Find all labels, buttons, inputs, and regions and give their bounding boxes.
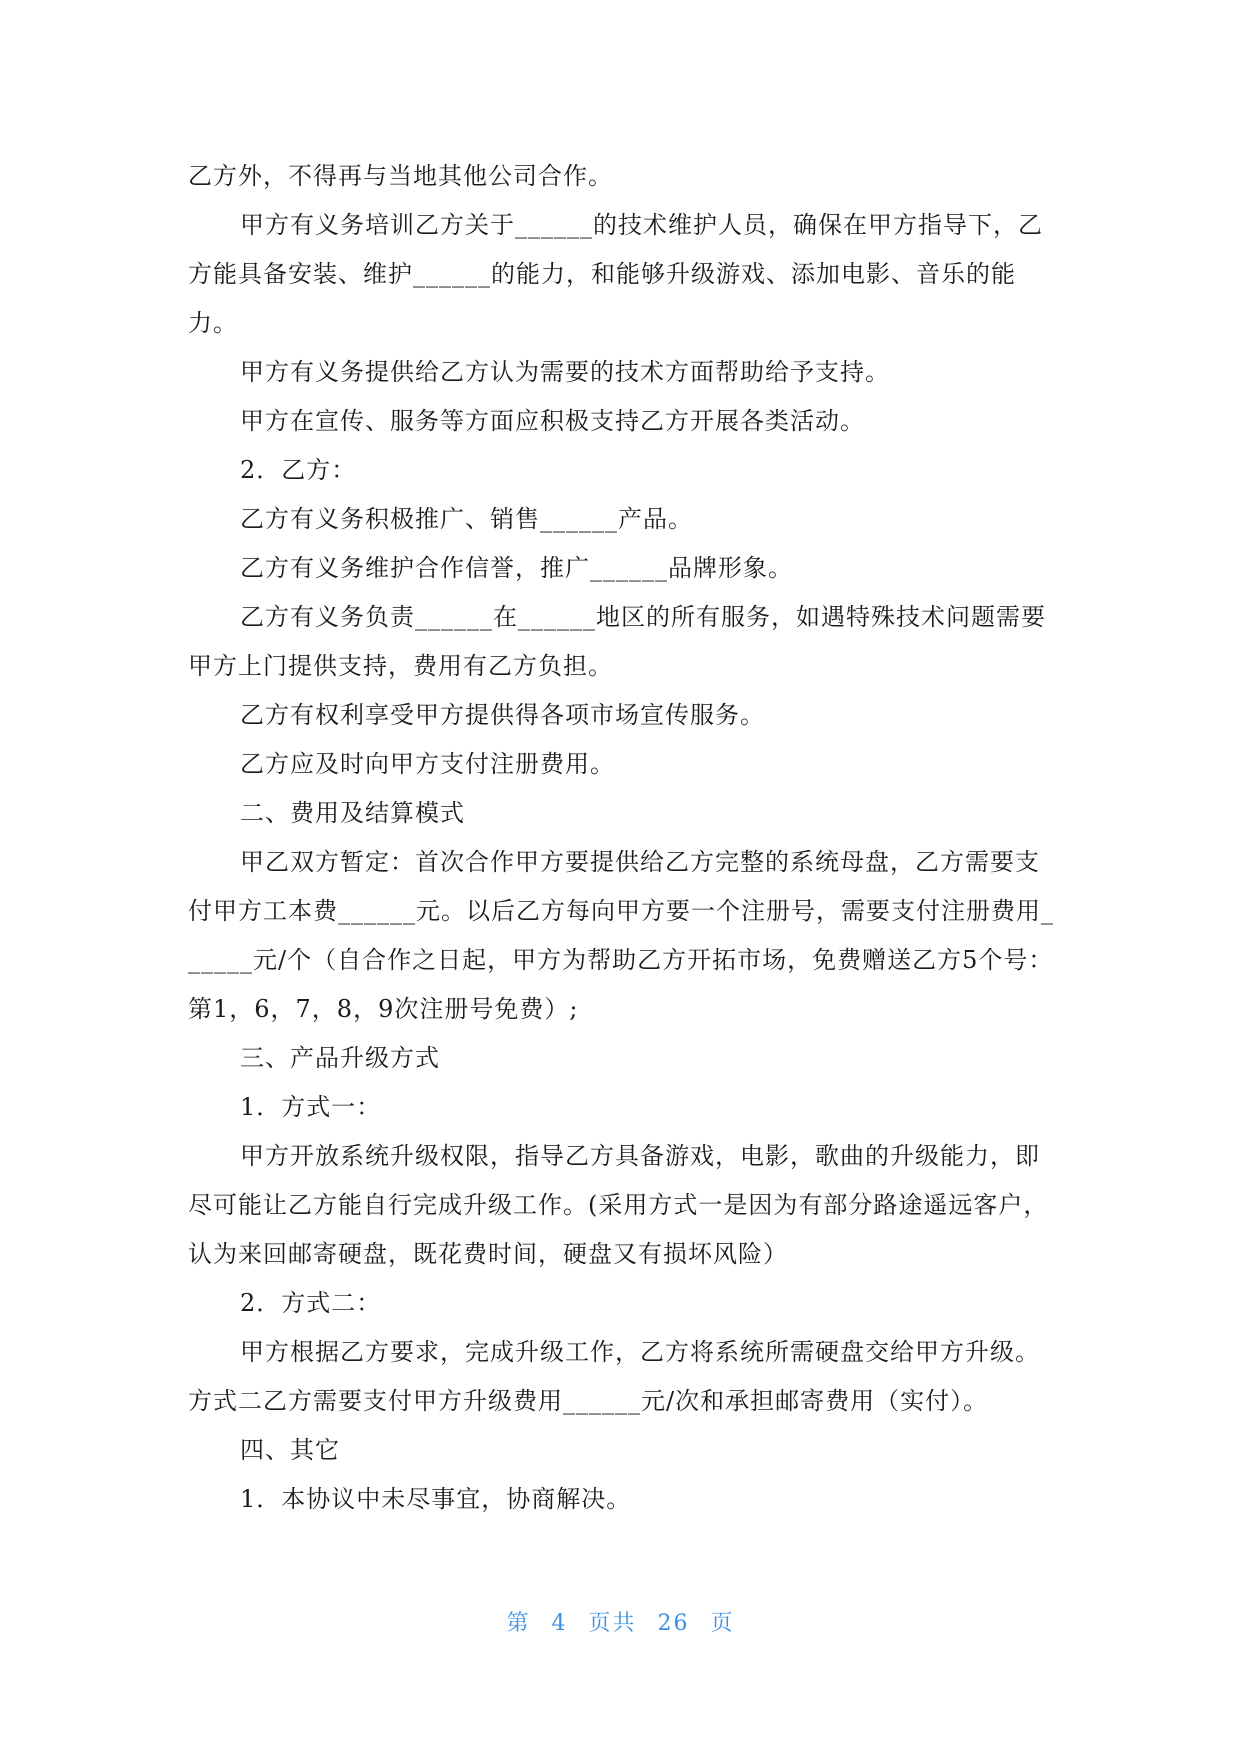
paragraph: 乙方应及时向甲方支付注册费用。	[240, 750, 615, 778]
paragraph: 乙方有义务积极推广、销售______产品。	[240, 505, 693, 533]
footer-middle: 页共	[588, 1611, 637, 1636]
paragraph: 甲方在宣传、服务等方面应积极支持乙方开展各类活动。	[240, 407, 865, 435]
paragraph: 甲方有义务提供给乙方认为需要的技术方面帮助给予支持。	[240, 358, 890, 386]
document-body	[188, 152, 1060, 1524]
total-pages-number: 26	[657, 1611, 690, 1636]
footer-suffix: 页	[710, 1611, 735, 1636]
footer-prefix: 第	[506, 1611, 531, 1636]
subsection-heading: 2．方式二：	[240, 1289, 382, 1317]
paragraph: 甲方有义务培训乙方关于______的技术维护人员，确保在甲方指导下，乙方能具备安装、维护______的能力，和能够升级游戏、添加电影、音乐的能力。	[188, 211, 1043, 337]
subsection-heading: 1．方式一：	[240, 1093, 382, 1121]
paragraph: 1．本协议中未尽事宜，协商解决。	[240, 1485, 632, 1513]
paragraph: 甲乙双方暂定：首次合作甲方要提供给乙方完整的系统母盘，乙方需要支付甲方工本费______元。以后乙方每向甲方要一个注册号，需要支付注册费用______元/个（自合作之日起，甲方为帮助乙方开拓市场，免费赠送乙方5个号：第1，6，7，8，9次注册号免费）;	[188, 848, 1054, 1023]
section-heading: 四、其它	[240, 1436, 340, 1464]
paragraph: 甲方开放系统升级权限，指导乙方具备游戏，电影，歌曲的升级能力，即尽可能让乙方能自行完成升级工作。(采用方式一是因为有部分路途遥远客户，认为来回邮寄硬盘，既花费时间，硬盘又有损坏风险）	[188, 1142, 1049, 1268]
paragraph: 乙方外，不得再与当地其他公司合作。	[188, 162, 613, 190]
paragraph: 甲方根据乙方要求，完成升级工作，乙方将系统所需硬盘交给甲方升级。方式二乙方需要支付甲方升级费用______元/次和承担邮寄费用（实付）。	[188, 1338, 1040, 1415]
current-page-number: 4	[551, 1611, 568, 1636]
section-heading: 三、产品升级方式	[240, 1044, 440, 1072]
paragraph: 乙方有权利享受甲方提供得各项市场宣传服务。	[240, 701, 765, 729]
section-heading: 2．乙方：	[240, 456, 357, 484]
section-heading: 二、费用及结算模式	[240, 799, 465, 827]
page-number-footer	[0, 1606, 1241, 1637]
paragraph: 乙方有义务维护合作信誉，推广______品牌形象。	[240, 554, 793, 582]
paragraph: 乙方有义务负责______在______地区的所有服务，如遇特殊技术问题需要甲方上门提供支持，费用有乙方负担。	[188, 603, 1046, 680]
